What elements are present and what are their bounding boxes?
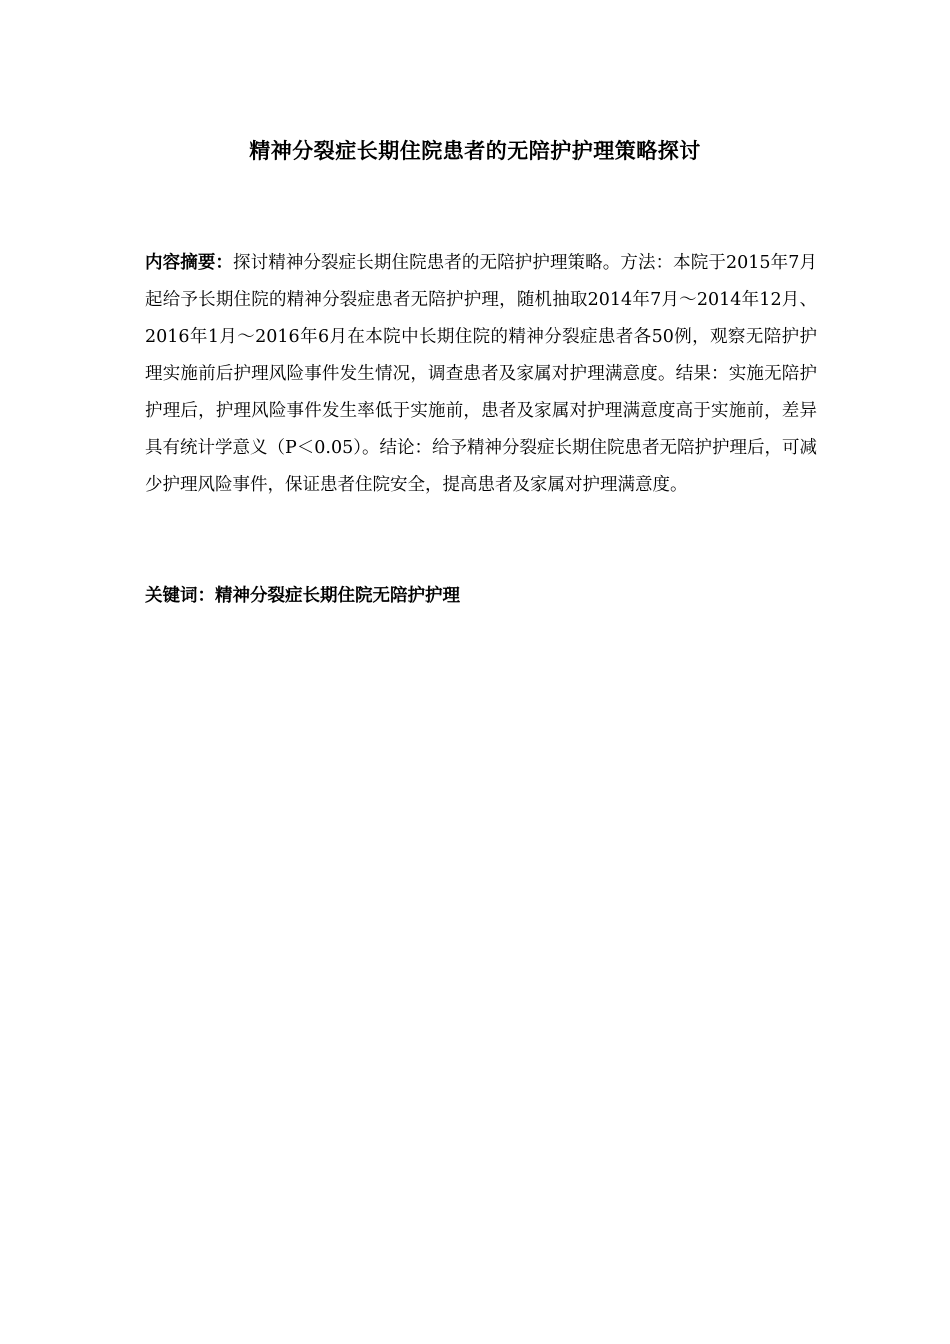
- document-title: 精神分裂症长期住院患者的无陪护护理策略探讨: [249, 139, 701, 163]
- keywords-text: 精神分裂症长期住院无陪护护理: [215, 586, 460, 606]
- abstract-label: 内容摘要：: [145, 253, 234, 273]
- keywords-label: 关键词：: [145, 586, 215, 606]
- keywords-line: [145, 578, 817, 615]
- abstract-paragraph: [145, 245, 817, 504]
- abstract-text: 探讨精神分裂症长期住院患者的无陪护护理策略。方法：本院于2015年7月起给予长期住院的精神分裂症患者无陪护护理，随机抽取2014年7月～2014年12月、2016年1月～2016年6月在本院中长期住院的精神分裂症患者各50例，观察无陪护护理实施前后护理风险事件发生情况，调查患者及家属对护理满意度。结果：实施无陪护护理后，护理风险事件发生率低于实施前，患者及家属对护理满意度高于实施前，差异具有统计学意义（P＜0.05）。结论：给予精神分裂症长期住院患者无陪护护理后，可减少护理风险事件，保证患者住院安全，提高患者及家属对护理满意度。: [145, 253, 817, 495]
